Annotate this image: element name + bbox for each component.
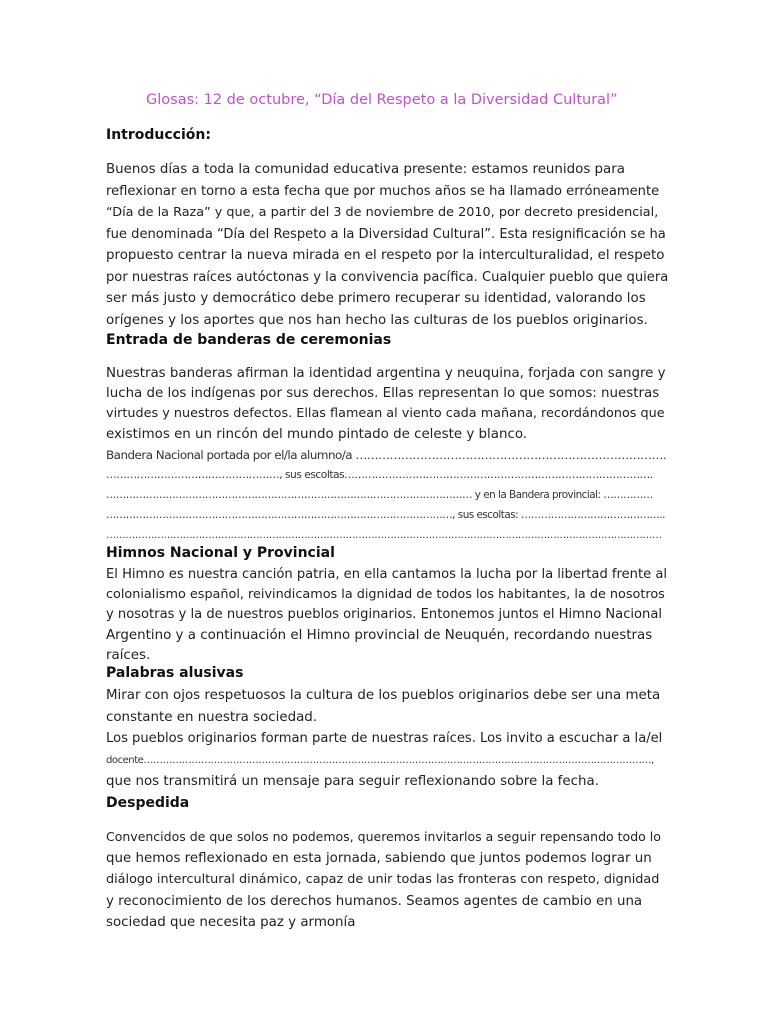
text-line: orígenes y los aportes que nos han hecho las culturas de los pueblos originarios. [106, 312, 648, 328]
paragraph-introduccion [106, 159, 668, 331]
fill-in-line: ………………………………………………………………………………………………… y en la Bandera provincial: …………… [106, 489, 653, 502]
text-line: El Himno es nuestra canción patria, en ella cantamos la lucha por la libertad frente al [106, 567, 667, 582]
text-line: Argentino y a continuación el Himno provincial de Neuquén, recordando nuestras [106, 627, 653, 643]
heading-despedida: Despedida [106, 795, 190, 811]
text-line: Mirar con ojos respetuosos la cultura de los pueblos originarios debe ser una meta [106, 688, 661, 703]
paragraph-palabras-alusivas [106, 685, 668, 793]
paragraph-banderas [106, 364, 668, 546]
text-line: reflexionar en torno a esta fecha que por muchos años se ha llamado erróneamente [106, 183, 660, 199]
text-line: por nuestras raíces autóctonas y la convivencia pacífica. Cualquier pueblo que quiera [106, 269, 669, 285]
text-line: diálogo intercultural dinámico, capaz de unir todas las fronteras con respeto, dignidad [106, 872, 660, 888]
text-line: Nuestras banderas afirman la identidad argentina y neuquina, forjada con sangre y [106, 366, 666, 381]
text-line: fue denominada “Día del Respeto a la Diversidad Cultural”. Esta resignificación se ha [106, 226, 666, 242]
heading-introduccion: Introducción: [106, 127, 211, 143]
paragraph-despedida [106, 826, 668, 934]
text-line: y reconocimiento de los derechos humanos. Seamos agentes de cambio en una [106, 893, 643, 909]
text-line: Convencidos de que solos no podemos, queremos invitarlos a seguir repensando todo lo [106, 829, 661, 844]
heading-himnos: Himnos Nacional y Provincial [106, 545, 335, 561]
text-line: ser más justo y democrático debe primero recuperar su identidad, valorando los [106, 291, 646, 306]
fill-in-line: docente……………………………………………………………………………………………………………………………………………, [106, 754, 654, 766]
text-line: virtudes y nuestros defectos. Ellas flamean al viento cada mañana, recordándonos que [106, 406, 665, 422]
text-line: lucha de los indígenas por sus derechos. Ellas representan lo que somos: nuestras [106, 386, 660, 402]
text-line: Buenos días a toda la comunidad educativa presente: estamos reunidos para [106, 162, 625, 177]
text-line: constante en nuestra sociedad. [106, 709, 318, 725]
fill-in-line: ……………………………………………, sus escoltas………………………………………………………………………………. [106, 468, 653, 482]
heading-palabras-alusivas: Palabras alusivas [106, 665, 244, 681]
text-line: Los pueblos originarios forman parte de nuestras raíces. Los invito a escuchar a la/el [106, 731, 663, 747]
text-line: “Día de la Raza” y que, a partir del 3 de noviembre de 2010, por decreto presidencial, [106, 205, 659, 220]
text-line: sociedad que necesita paz y armonía [106, 915, 356, 931]
text-line: que hemos reflexionado en esta jornada, sabiendo que juntos podemos lograr un [106, 850, 652, 866]
heading-banderas: Entrada de banderas de ceremonias [106, 332, 392, 348]
text-line: colonialismo español, reivindicamos la dignidad de todos los habitantes, la de nosotros [106, 587, 665, 603]
paragraph-himnos [106, 565, 668, 666]
text-line: propuesto centrar la nueva mirada en el respeto por la interculturalidad, el respeto [106, 248, 665, 263]
fill-in-line: ………………………………………………………………………………………………………………………………………………………… [106, 529, 662, 541]
fill-in-line: ……………………………………………………………………………………………, sus escoltas: …………………………………….. [106, 509, 665, 522]
fill-in-line: Bandera Nacional portada por el/la alumno/a ………………………………………………………………………. [106, 447, 667, 462]
text-line: que nos transmitirá un mensaje para seguir reflexionando sobre la fecha. [106, 774, 599, 790]
text-line: y nosotras y la de nuestros pueblos originarios. Entonemos juntos el Himno Nacional [106, 607, 663, 623]
text-line: existimos en un rincón del mundo pintado de celeste y blanco. [106, 426, 528, 442]
text-line: raíces. [106, 647, 151, 663]
document-title: Glosas: 12 de octubre, “Día del Respeto a la Diversidad Cultural” [146, 92, 618, 108]
